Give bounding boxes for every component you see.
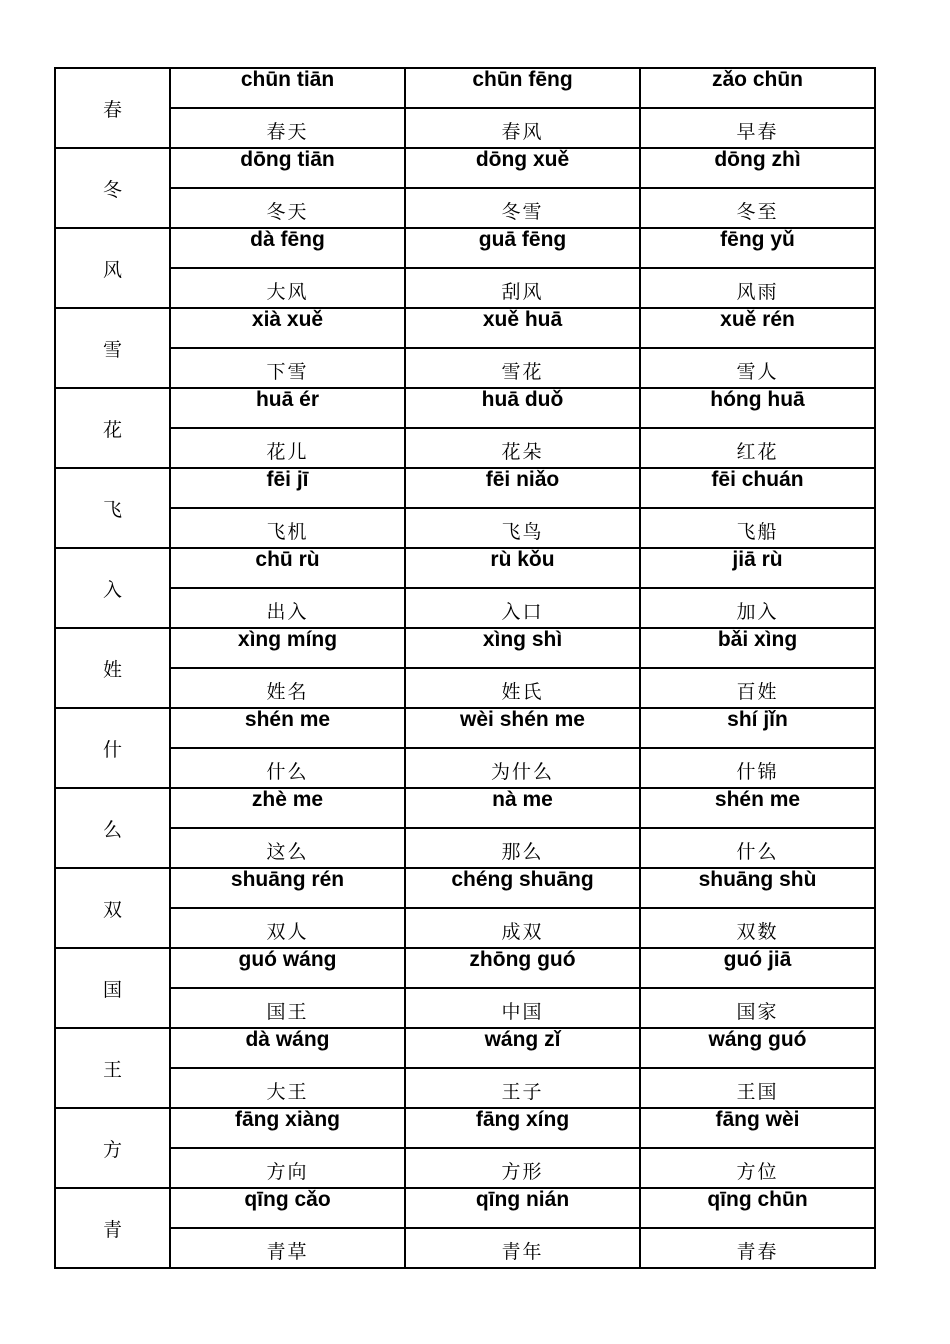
word-cell: 姓氏 <box>405 668 640 708</box>
word-cell: 春风 <box>405 108 640 148</box>
pinyin-cell: qīng chūn <box>640 1188 875 1228</box>
pinyin-row <box>55 788 875 828</box>
word-row <box>55 908 875 948</box>
word-cell: 青春 <box>640 1228 875 1268</box>
pinyin-cell: fēi niǎo <box>405 468 640 508</box>
pinyin-cell: guā fēng <box>405 228 640 268</box>
word-cell: 雪花 <box>405 348 640 388</box>
pinyin-cell: fēng yǔ <box>640 228 875 268</box>
character-cell: 什 <box>55 708 170 788</box>
pinyin-cell: dà fēng <box>170 228 405 268</box>
word-row <box>55 1148 875 1188</box>
word-row <box>55 508 875 548</box>
pinyin-row <box>55 708 875 748</box>
word-cell: 飞鸟 <box>405 508 640 548</box>
word-row <box>55 988 875 1028</box>
word-cell: 中国 <box>405 988 640 1028</box>
pinyin-row <box>55 948 875 988</box>
pinyin-cell: xuě huā <box>405 308 640 348</box>
word-cell: 姓名 <box>170 668 405 708</box>
pinyin-cell: shí jǐn <box>640 708 875 748</box>
word-row <box>55 668 875 708</box>
character-cell: 国 <box>55 948 170 1028</box>
pinyin-cell: bǎi xìng <box>640 628 875 668</box>
pinyin-row <box>55 308 875 348</box>
pinyin-cell: xuě rén <box>640 308 875 348</box>
pinyin-cell: dōng xuě <box>405 148 640 188</box>
pinyin-cell: dōng tiān <box>170 148 405 188</box>
pinyin-cell: guó wáng <box>170 948 405 988</box>
character-cell: 姓 <box>55 628 170 708</box>
pinyin-row <box>55 1188 875 1228</box>
word-cell: 什么 <box>170 748 405 788</box>
pinyin-cell: wáng zǐ <box>405 1028 640 1068</box>
word-cell: 冬雪 <box>405 188 640 228</box>
pinyin-row <box>55 148 875 188</box>
character-cell: 雪 <box>55 308 170 388</box>
word-cell: 花朵 <box>405 428 640 468</box>
pinyin-cell: chūn fēng <box>405 68 640 108</box>
word-row <box>55 1068 875 1108</box>
pinyin-row <box>55 228 875 268</box>
pinyin-cell: wáng guó <box>640 1028 875 1068</box>
pinyin-cell: fāng wèi <box>640 1108 875 1148</box>
character-cell: 飞 <box>55 468 170 548</box>
pinyin-cell: wèi shén me <box>405 708 640 748</box>
pinyin-row <box>55 1108 875 1148</box>
word-cell: 什么 <box>640 828 875 868</box>
pinyin-cell: chūn tiān <box>170 68 405 108</box>
word-cell: 那么 <box>405 828 640 868</box>
word-cell: 双数 <box>640 908 875 948</box>
word-cell: 入口 <box>405 588 640 628</box>
word-cell: 春天 <box>170 108 405 148</box>
word-cell: 冬至 <box>640 188 875 228</box>
word-row <box>55 348 875 388</box>
vocabulary-table <box>54 67 876 1269</box>
pinyin-cell: dōng zhì <box>640 148 875 188</box>
pinyin-cell: xìng míng <box>170 628 405 668</box>
word-row <box>55 748 875 788</box>
word-cell: 大风 <box>170 268 405 308</box>
word-cell: 飞机 <box>170 508 405 548</box>
pinyin-row <box>55 68 875 108</box>
pinyin-cell: chū rù <box>170 548 405 588</box>
pinyin-row <box>55 388 875 428</box>
word-row <box>55 428 875 468</box>
pinyin-cell: zǎo chūn <box>640 68 875 108</box>
pinyin-cell: qīng cǎo <box>170 1188 405 1228</box>
pinyin-cell: huā ér <box>170 388 405 428</box>
word-cell: 国家 <box>640 988 875 1028</box>
character-cell: 青 <box>55 1188 170 1268</box>
pinyin-row <box>55 628 875 668</box>
word-cell: 为什么 <box>405 748 640 788</box>
word-cell: 什锦 <box>640 748 875 788</box>
pinyin-cell: zhōng guó <box>405 948 640 988</box>
word-row <box>55 268 875 308</box>
pinyin-cell: shén me <box>170 708 405 748</box>
pinyin-cell: jiā rù <box>640 548 875 588</box>
pinyin-cell: fāng xíng <box>405 1108 640 1148</box>
word-row <box>55 828 875 868</box>
word-cell: 大王 <box>170 1068 405 1108</box>
pinyin-cell: xià xuě <box>170 308 405 348</box>
word-cell: 雪人 <box>640 348 875 388</box>
pinyin-row <box>55 468 875 508</box>
character-cell: 冬 <box>55 148 170 228</box>
character-cell: 春 <box>55 68 170 148</box>
character-cell: 花 <box>55 388 170 468</box>
word-cell: 这么 <box>170 828 405 868</box>
word-cell: 王国 <box>640 1068 875 1108</box>
word-cell: 方形 <box>405 1148 640 1188</box>
word-row <box>55 588 875 628</box>
pinyin-cell: nà me <box>405 788 640 828</box>
pinyin-cell: chéng shuāng <box>405 868 640 908</box>
word-row <box>55 188 875 228</box>
word-cell: 方位 <box>640 1148 875 1188</box>
pinyin-row <box>55 868 875 908</box>
word-cell: 百姓 <box>640 668 875 708</box>
word-cell: 出入 <box>170 588 405 628</box>
word-cell: 红花 <box>640 428 875 468</box>
word-cell: 下雪 <box>170 348 405 388</box>
character-cell: 入 <box>55 548 170 628</box>
character-cell: 双 <box>55 868 170 948</box>
pinyin-cell: zhè me <box>170 788 405 828</box>
pinyin-cell: xìng shì <box>405 628 640 668</box>
word-cell: 风雨 <box>640 268 875 308</box>
pinyin-cell: huā duǒ <box>405 388 640 428</box>
pinyin-cell: hóng huā <box>640 388 875 428</box>
word-row <box>55 108 875 148</box>
pinyin-cell: dà wáng <box>170 1028 405 1068</box>
word-cell: 国王 <box>170 988 405 1028</box>
word-cell: 王子 <box>405 1068 640 1108</box>
word-cell: 成双 <box>405 908 640 948</box>
word-cell: 飞船 <box>640 508 875 548</box>
character-cell: 么 <box>55 788 170 868</box>
word-cell: 冬天 <box>170 188 405 228</box>
pinyin-cell: qīng nián <box>405 1188 640 1228</box>
character-cell: 王 <box>55 1028 170 1108</box>
pinyin-cell: rù kǒu <box>405 548 640 588</box>
word-cell: 方向 <box>170 1148 405 1188</box>
pinyin-cell: fēi jī <box>170 468 405 508</box>
pinyin-cell: shuāng rén <box>170 868 405 908</box>
pinyin-row <box>55 548 875 588</box>
pinyin-cell: fēi chuán <box>640 468 875 508</box>
word-cell: 花儿 <box>170 428 405 468</box>
pinyin-cell: shén me <box>640 788 875 828</box>
word-cell: 青草 <box>170 1228 405 1268</box>
vocabulary-table-body <box>55 68 875 1268</box>
pinyin-cell: guó jiā <box>640 948 875 988</box>
pinyin-row <box>55 1028 875 1068</box>
word-cell: 双人 <box>170 908 405 948</box>
word-cell: 加入 <box>640 588 875 628</box>
word-cell: 刮风 <box>405 268 640 308</box>
pinyin-cell: shuāng shù <box>640 868 875 908</box>
character-cell: 方 <box>55 1108 170 1188</box>
word-cell: 早春 <box>640 108 875 148</box>
word-cell: 青年 <box>405 1228 640 1268</box>
pinyin-cell: fāng xiàng <box>170 1108 405 1148</box>
word-row <box>55 1228 875 1268</box>
character-cell: 风 <box>55 228 170 308</box>
